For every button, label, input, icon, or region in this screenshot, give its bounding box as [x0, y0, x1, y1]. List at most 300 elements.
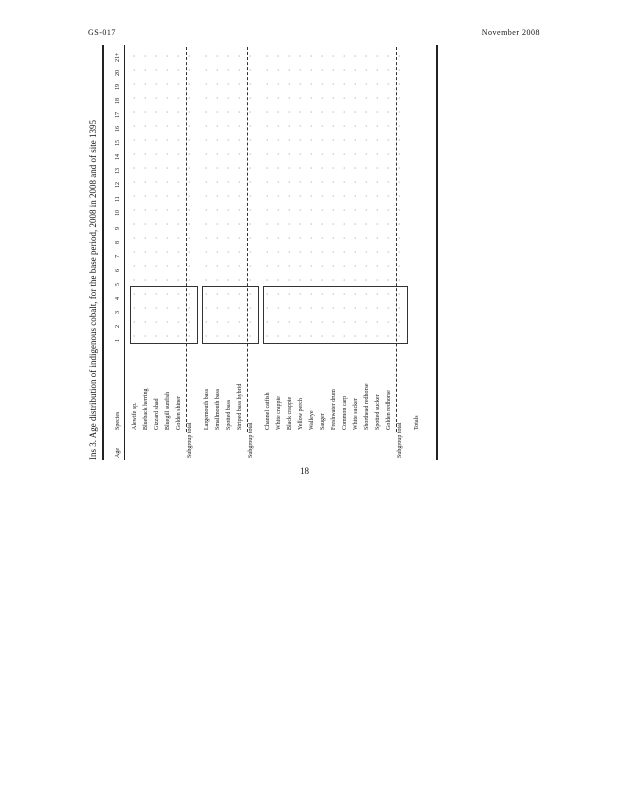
table-cell: ·	[287, 139, 293, 141]
table-cell: ·	[226, 237, 232, 239]
table-cell: ·	[265, 181, 271, 183]
table-cell: ·	[342, 111, 348, 113]
subtotal-cell: ·	[248, 251, 254, 253]
table-cell: ·	[132, 97, 138, 99]
subtotal-cell: ·	[187, 111, 193, 113]
subtotal-cell: ·	[397, 265, 403, 267]
table-cell: ·	[386, 69, 392, 71]
table-cell: ·	[386, 251, 392, 253]
table-cell: ·	[287, 111, 293, 113]
table-cell: ·	[276, 307, 282, 309]
table-cell: ·	[353, 139, 359, 141]
table-cell: ·	[298, 237, 304, 239]
table-cell: ·	[353, 335, 359, 337]
table-cell: ·	[375, 55, 381, 57]
col-header-age-6: 6	[115, 269, 121, 272]
subtotal-cell: ·	[248, 293, 254, 295]
table-cell: ·	[226, 251, 232, 253]
subtotal-cell: ·	[187, 279, 193, 281]
subtotal-rule	[186, 47, 187, 432]
table-cell: ·	[320, 195, 326, 197]
table-cell: ·	[386, 167, 392, 169]
table-cell: ·	[309, 293, 315, 295]
table-cell: ·	[165, 55, 171, 57]
table-cell: ·	[154, 307, 160, 309]
table-cell: ·	[226, 55, 232, 57]
table-cell: ·	[165, 111, 171, 113]
table-cell: ·	[143, 265, 149, 267]
table-cell: ·	[375, 153, 381, 155]
table-cell: ·	[265, 69, 271, 71]
subtotal-cell: ·	[397, 97, 403, 99]
table-cell: ·	[154, 181, 160, 183]
table-cell: ·	[320, 97, 326, 99]
table-cell: ·	[342, 55, 348, 57]
table-cell: ·	[154, 293, 160, 295]
table-cell: ·	[320, 293, 326, 295]
table-cell: ·	[364, 195, 370, 197]
table-cell: ·	[154, 111, 160, 113]
table-cell: ·	[276, 139, 282, 141]
table-header-rule	[124, 45, 125, 460]
table-cell: ·	[375, 195, 381, 197]
table-cell: ·	[226, 69, 232, 71]
subtotal-cell: ·	[187, 153, 193, 155]
table-cell: ·	[143, 321, 149, 323]
subtotal-cell: ·	[397, 195, 403, 197]
subtotal-cell: ·	[248, 265, 254, 267]
table-cell: ·	[287, 321, 293, 323]
col-header-age-19: 19	[115, 84, 121, 90]
table-cell: ·	[176, 153, 182, 155]
table-cell: ·	[132, 111, 138, 113]
table-cell: ·	[176, 125, 182, 127]
table-cell: ·	[342, 125, 348, 127]
table-cell: ·	[320, 167, 326, 169]
table-cell: ·	[154, 153, 160, 155]
col-header-age-11: 11	[115, 196, 121, 202]
subtotal-cell: ·	[187, 125, 193, 127]
row-label: Striped bass hybrid	[237, 383, 243, 430]
table-cell: ·	[237, 335, 243, 337]
table-cell: ·	[226, 97, 232, 99]
table-cell: ·	[375, 293, 381, 295]
table-cell: ·	[364, 293, 370, 295]
subtotal-cell: ·	[187, 265, 193, 267]
table-cell: ·	[331, 181, 337, 183]
table-cell: ·	[287, 97, 293, 99]
table-cell: ·	[364, 321, 370, 323]
subtotal-cell: ·	[397, 111, 403, 113]
table-cell: ·	[215, 181, 221, 183]
table-cell: ·	[298, 167, 304, 169]
table-cell: ·	[265, 83, 271, 85]
row-label: Black crappie	[287, 396, 293, 430]
subtotal-cell: ·	[397, 125, 403, 127]
table-cell: ·	[265, 209, 271, 211]
table-cell: ·	[204, 321, 210, 323]
table-cell: ·	[165, 293, 171, 295]
subtotal-cell: ·	[397, 335, 403, 337]
table-cell: ·	[320, 83, 326, 85]
table-cell: ·	[276, 97, 282, 99]
table-cell: ·	[237, 83, 243, 85]
table-cell: ·	[154, 167, 160, 169]
subtotal-cell: ·	[187, 139, 193, 141]
table-cell: ·	[132, 69, 138, 71]
table-cell: ·	[287, 55, 293, 57]
table-cell: ·	[320, 237, 326, 239]
table-cell: ·	[276, 83, 282, 85]
table-cell: ·	[226, 139, 232, 141]
table-cell: ·	[386, 125, 392, 127]
table-cell: ·	[154, 223, 160, 225]
table-cell: ·	[165, 335, 171, 337]
table-cell: ·	[331, 265, 337, 267]
totals-label: Totals	[414, 415, 420, 430]
table-cell: ·	[298, 55, 304, 57]
subtotal-cell: ·	[248, 97, 254, 99]
table-cell: ·	[226, 223, 232, 225]
table-cell: ·	[215, 279, 221, 281]
table-cell: ·	[265, 237, 271, 239]
table-cell: ·	[364, 279, 370, 281]
table-cell: ·	[331, 307, 337, 309]
table-cell: ·	[309, 237, 315, 239]
table-cell: ·	[226, 195, 232, 197]
table-cell: ·	[375, 167, 381, 169]
subtotal-cell: ·	[248, 111, 254, 113]
table-cell: ·	[215, 265, 221, 267]
table-cell: ·	[298, 251, 304, 253]
table-cell: ·	[226, 335, 232, 337]
table-cell: ·	[353, 69, 359, 71]
table-cell: ·	[386, 195, 392, 197]
row-label: Golden redhorse	[386, 390, 392, 430]
table-cell: ·	[143, 195, 149, 197]
subtotal-cell: ·	[397, 83, 403, 85]
table-cell: ·	[298, 83, 304, 85]
table-cell: ·	[375, 139, 381, 141]
col-header-age-13: 13	[115, 168, 121, 174]
table-cell: ·	[237, 125, 243, 127]
table-cell: ·	[375, 83, 381, 85]
table-cell: ·	[176, 83, 182, 85]
table-cell: ·	[287, 125, 293, 127]
table-cell: ·	[143, 293, 149, 295]
subtotal-cell: ·	[248, 335, 254, 337]
table-cell: ·	[265, 265, 271, 267]
table-cell: ·	[237, 69, 243, 71]
table-cell: ·	[364, 223, 370, 225]
table-cell: ·	[287, 195, 293, 197]
table-cell: ·	[237, 139, 243, 141]
rotated-table	[88, 40, 448, 460]
table-cell: ·	[265, 223, 271, 225]
table-cell: ·	[298, 153, 304, 155]
subtotal-cell: ·	[248, 209, 254, 211]
table-cell: ·	[276, 279, 282, 281]
table-cell: ·	[154, 279, 160, 281]
table-cell: ·	[276, 321, 282, 323]
table-cell: ·	[342, 167, 348, 169]
table-cell: ·	[276, 167, 282, 169]
table-cell: ·	[143, 167, 149, 169]
table-cell: ·	[287, 307, 293, 309]
col-header-age-10: 10	[115, 210, 121, 216]
table-cell: ·	[226, 111, 232, 113]
table-cell: ·	[176, 237, 182, 239]
table-cell: ·	[309, 83, 315, 85]
table-cell: ·	[204, 69, 210, 71]
table-cell: ·	[375, 181, 381, 183]
table-cell: ·	[237, 97, 243, 99]
table-cell: ·	[215, 251, 221, 253]
table-cell: ·	[132, 223, 138, 225]
table-cell: ·	[226, 279, 232, 281]
col-group-header: Age	[115, 448, 121, 458]
table-cell: ·	[276, 335, 282, 337]
table-cell: ·	[237, 293, 243, 295]
table-cell: ·	[204, 293, 210, 295]
table-cell: ·	[165, 139, 171, 141]
table-cell: ·	[165, 251, 171, 253]
table-cell: ·	[176, 209, 182, 211]
col-header-age-15: 15	[115, 140, 121, 146]
subtotal-cell: ·	[187, 97, 193, 99]
table-cell: ·	[364, 83, 370, 85]
table-cell: ·	[176, 55, 182, 57]
table-cell: ·	[298, 139, 304, 141]
table-cell: ·	[320, 139, 326, 141]
table-cell: ·	[364, 167, 370, 169]
table-cell: ·	[342, 265, 348, 267]
table-cell: ·	[132, 167, 138, 169]
table-cell: ·	[298, 111, 304, 113]
table-cell: ·	[364, 69, 370, 71]
row-label: Golden shiner	[176, 396, 182, 430]
table-cell: ·	[386, 83, 392, 85]
table-cell: ·	[342, 293, 348, 295]
table-cell: ·	[237, 55, 243, 57]
table-cell: ·	[176, 265, 182, 267]
table-cell: ·	[143, 83, 149, 85]
table-cell: ·	[215, 55, 221, 57]
table-cell: ·	[309, 181, 315, 183]
table-cell: ·	[298, 293, 304, 295]
table-cell: ·	[298, 125, 304, 127]
row-label: Smallmouth bass	[215, 388, 221, 430]
table-cell: ·	[364, 111, 370, 113]
table-cell: ·	[226, 293, 232, 295]
table-cell: ·	[320, 265, 326, 267]
table-cell: ·	[215, 111, 221, 113]
table-cell: ·	[226, 181, 232, 183]
table-cell: ·	[132, 181, 138, 183]
table-cell: ·	[342, 139, 348, 141]
table-cell: ·	[342, 321, 348, 323]
table-cell: ·	[132, 237, 138, 239]
table-cell: ·	[298, 69, 304, 71]
table-cell: ·	[386, 265, 392, 267]
table-cell: ·	[176, 139, 182, 141]
table-cell: ·	[386, 111, 392, 113]
table-cell: ·	[276, 209, 282, 211]
row-label: Freshwater drum	[331, 389, 337, 430]
table-cell: ·	[165, 125, 171, 127]
table-cell: ·	[154, 237, 160, 239]
table-cell: ·	[386, 209, 392, 211]
table-cell: ·	[298, 279, 304, 281]
table-cell: ·	[342, 195, 348, 197]
table-cell: ·	[237, 111, 243, 113]
col-header-age-20: 20	[115, 70, 121, 76]
row-label: Sauger	[320, 413, 326, 430]
table-cell: ·	[154, 139, 160, 141]
table-cell: ·	[320, 69, 326, 71]
table-cell: ·	[309, 307, 315, 309]
table-cell: ·	[143, 223, 149, 225]
table-cell: ·	[237, 251, 243, 253]
subtotal-cell: ·	[397, 321, 403, 323]
table-cell: ·	[287, 167, 293, 169]
table-cell: ·	[353, 223, 359, 225]
table-cell: ·	[320, 335, 326, 337]
subtotal-cell: ·	[187, 167, 193, 169]
table-cell: ·	[276, 55, 282, 57]
table-cell: ·	[165, 237, 171, 239]
subtotal-cell: ·	[248, 321, 254, 323]
subtotal-cell: ·	[187, 237, 193, 239]
table-cell: ·	[320, 111, 326, 113]
table-cell: ·	[331, 69, 337, 71]
table-cell: ·	[353, 195, 359, 197]
table-cell: ·	[132, 307, 138, 309]
table-cell: ·	[215, 293, 221, 295]
table-cell: ·	[165, 321, 171, 323]
table-cell: ·	[132, 125, 138, 127]
table-cell: ·	[204, 167, 210, 169]
table-cell: ·	[143, 153, 149, 155]
table-cell: ·	[276, 181, 282, 183]
table-cell: ·	[353, 209, 359, 211]
table-cell: ·	[226, 307, 232, 309]
row-label: Shorthead redhorse	[364, 383, 370, 430]
table-cell: ·	[386, 223, 392, 225]
table-cell: ·	[237, 181, 243, 183]
table-cell: ·	[375, 69, 381, 71]
table-cell: ·	[287, 223, 293, 225]
table-cell: ·	[276, 223, 282, 225]
subtotal-label: Subgroup total	[248, 422, 254, 458]
table-cell: ·	[309, 335, 315, 337]
subtotal-cell: ·	[397, 223, 403, 225]
table-cell: ·	[375, 251, 381, 253]
table-cell: ·	[386, 55, 392, 57]
table-cell: ·	[176, 251, 182, 253]
subtotal-cell: ·	[397, 293, 403, 295]
col-header-age-12: 12	[115, 182, 121, 188]
table-cell: ·	[331, 125, 337, 127]
table-cell: ·	[320, 153, 326, 155]
table-cell: ·	[375, 265, 381, 267]
subtotal-cell: ·	[248, 195, 254, 197]
table-cell: ·	[276, 69, 282, 71]
subtotal-cell: ·	[397, 167, 403, 169]
table-cell: ·	[237, 321, 243, 323]
table-cell: ·	[287, 83, 293, 85]
table-cell: ·	[143, 237, 149, 239]
table-cell: ·	[143, 125, 149, 127]
table-cell: ·	[320, 251, 326, 253]
table-cell: ·	[375, 97, 381, 99]
table-cell: ·	[353, 55, 359, 57]
subtotal-cell: ·	[397, 279, 403, 281]
subtotal-cell: ·	[397, 237, 403, 239]
table-cell: ·	[342, 153, 348, 155]
table-cell: ·	[309, 223, 315, 225]
table-cell: ·	[204, 111, 210, 113]
table-cell: ·	[287, 181, 293, 183]
table-cell: ·	[364, 97, 370, 99]
table-cell: ·	[320, 279, 326, 281]
table-cell: ·	[353, 97, 359, 99]
table-cell: ·	[331, 97, 337, 99]
row-label: Spotted sucker	[375, 394, 381, 430]
col-header-age-1: 1	[115, 339, 121, 342]
table-cell: ·	[364, 125, 370, 127]
table-cell: ·	[143, 181, 149, 183]
row-label: White crappie	[276, 396, 282, 430]
row-label: Common carp	[342, 395, 348, 430]
table-cell: ·	[132, 55, 138, 57]
table-cell: ·	[237, 223, 243, 225]
table-bottom-rule	[436, 45, 438, 460]
table-cell: ·	[154, 265, 160, 267]
table-cell: ·	[320, 55, 326, 57]
table-cell: ·	[204, 97, 210, 99]
table-cell: ·	[165, 97, 171, 99]
table-cell: ·	[265, 55, 271, 57]
subtotal-cell: ·	[397, 209, 403, 211]
table-cell: ·	[143, 111, 149, 113]
table-cell: ·	[353, 181, 359, 183]
table-cell: ·	[165, 69, 171, 71]
table-cell: ·	[265, 279, 271, 281]
table-cell: ·	[276, 293, 282, 295]
table-cell: ·	[320, 321, 326, 323]
table-cell: ·	[320, 307, 326, 309]
table-cell: ·	[353, 279, 359, 281]
col-header-age-2: 2	[115, 325, 121, 328]
table-cell: ·	[375, 111, 381, 113]
table-cell: ·	[331, 251, 337, 253]
table-cell: ·	[375, 223, 381, 225]
table-cell: ·	[204, 181, 210, 183]
table-cell: ·	[353, 321, 359, 323]
col-header-age-8: 8	[115, 241, 121, 244]
col-header-age-3: 3	[115, 311, 121, 314]
table-cell: ·	[309, 167, 315, 169]
table-cell: ·	[154, 83, 160, 85]
table-cell: ·	[265, 251, 271, 253]
table-cell: ·	[331, 279, 337, 281]
table-cell: ·	[386, 321, 392, 323]
table-cell: ·	[176, 97, 182, 99]
subtotal-cell: ·	[248, 237, 254, 239]
subtotal-cell: ·	[397, 251, 403, 253]
subtotal-cell: ·	[248, 223, 254, 225]
